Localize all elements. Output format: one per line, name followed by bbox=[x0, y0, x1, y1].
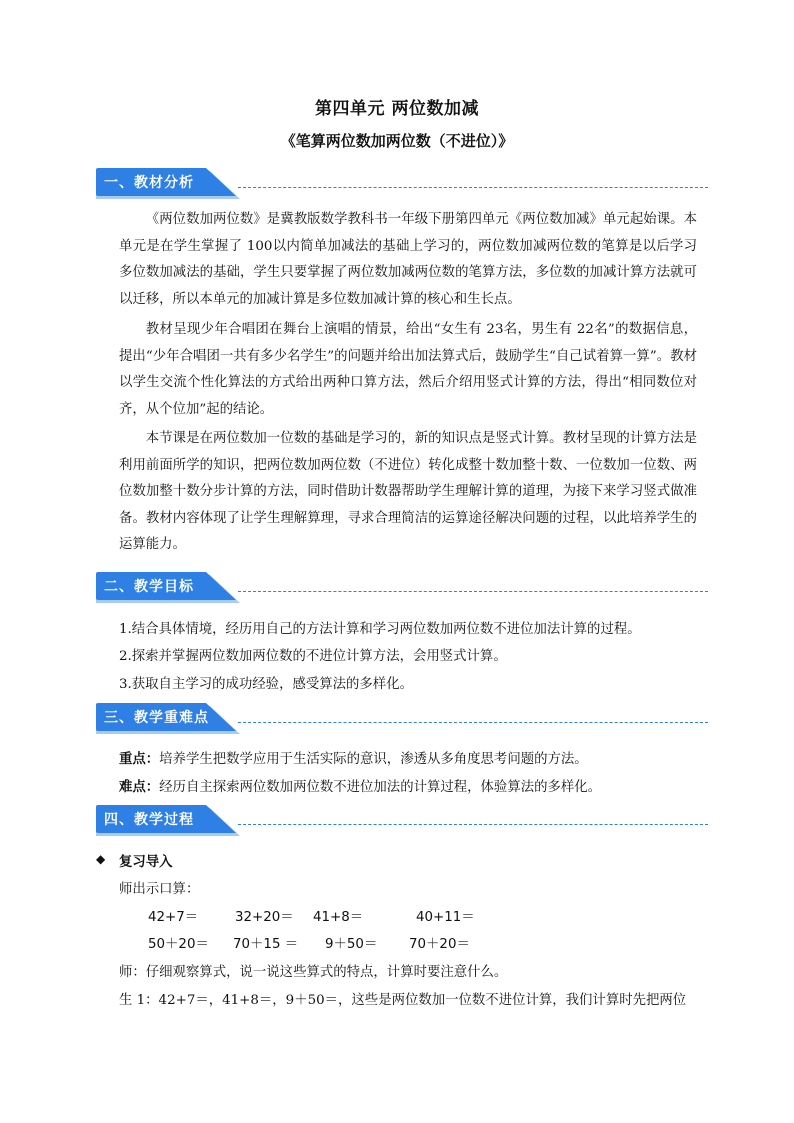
calc-item: 50＋20＝ bbox=[148, 937, 209, 952]
key-point-label: 重点： bbox=[119, 751, 160, 767]
analysis-paragraph-3: 本节课是在两位数加一位数的基础是学习的，新的知识点是竖式计算。教材呈现的计算方法是利用前面所学的知识，把两位数加两位数（不进位）转化成整十数加整十数、一位数加一位数、两位数加整十数分步计算的方法，同时借助计数器帮助学生理解计算的道理，为接下来学习竖式做准备。教材内容体现了让学生理解算理，寻求合理简洁的运算途径解决问题的过程，以此培养学生的运算能力。 bbox=[119, 431, 697, 552]
section-header-process bbox=[96, 805, 708, 835]
section-label: 二、教学目标 bbox=[104, 579, 194, 595]
goal-item-2: 2.探索并掌握两位数加两位数的不进位计算方法，会用竖式计算。 bbox=[119, 649, 507, 664]
student-line: 生 1：42+7＝，41+8＝，9＋50＝，这些是两位数加一位数不进位计算，我们计算时先把两位 bbox=[119, 993, 687, 1008]
key-point-text: 培养学生把数学应用于生活实际的意识，渗透从多角度思考问题的方法。 bbox=[159, 752, 588, 767]
difficulty-text: 经历自主探索两位数加两位数不进位加法的计算过程，体验算法的多样化。 bbox=[159, 780, 602, 795]
calc-item: 32+20＝ bbox=[235, 910, 294, 925]
page-title: 第四单元 两位数加减 bbox=[315, 99, 479, 119]
goal-item-1: 1.结合具体情境，经历用自己的方法计算和学习两位数加两位数不进位加法计算的过程。 bbox=[119, 622, 641, 637]
section-header-goals bbox=[96, 572, 708, 602]
section-divider bbox=[238, 722, 708, 723]
process-intro: 师出示口算： bbox=[119, 882, 200, 897]
section-divider bbox=[238, 187, 708, 188]
section-divider bbox=[238, 591, 708, 592]
analysis-paragraph-2: 教材呈现少年合唱团在舞台上演唱的情景，给出“女生有 23名，男生有 22名”的数据信息，提出“少年合唱团一共有多少名学生”的问题并给出加法算式后，鼓励学生“自己试着算一算”。教材以学生交流个性化算法的方式给出两种口算方法，然后介绍用竖式计算的方法，得出“相同数位对齐，从个位加”起的结论。 bbox=[119, 322, 697, 417]
calc-item: 70＋20＝ bbox=[409, 937, 470, 952]
section-header-keypoints bbox=[96, 703, 708, 733]
lesson-subtitle: 《笔算两位数加两位数（不进位）》 bbox=[280, 132, 514, 150]
diamond-bullet-icon: ◆ bbox=[96, 852, 106, 866]
section-label: 四、教学过程 bbox=[104, 812, 194, 828]
process-heading: 复习导入 bbox=[119, 854, 173, 870]
goal-item-3: 3.获取自主学习的成功经验，感受算法的多样化。 bbox=[119, 677, 413, 692]
calc-item: 40+11＝ bbox=[416, 910, 475, 925]
section-header-analysis bbox=[96, 168, 708, 198]
key-point-line bbox=[119, 748, 588, 767]
calc-item: 9＋50＝ bbox=[325, 937, 378, 952]
calc-item: 41+8＝ bbox=[313, 910, 364, 925]
teacher-line: 师：仔细观察算式，说一说这些算式的特点，计算时要注意什么。 bbox=[119, 965, 508, 980]
analysis-paragraph-1: 《两位数加两位数》是冀教版数学教科书一年级下册第四单元《两位数加减》单元起始课。本单元是在学生掌握了 100以内简单加减法的基础上学习的，两位数加减两位数的笔算是以后学习多位数加减法的基础，学生只要掌握了两位数加减两位数的笔算方法，多位数的加减计算方法就可以迁移，所以本单元的加减计算是多位数加减计算的核心和生长点。 bbox=[119, 212, 697, 307]
section-label: 一、教材分析 bbox=[104, 175, 194, 191]
difficulty-label: 难点： bbox=[119, 779, 160, 795]
section-divider bbox=[238, 824, 708, 825]
section-label: 三、教学重难点 bbox=[104, 710, 209, 726]
calc-item: 70＋15 ＝ bbox=[233, 937, 299, 952]
calc-item: 42+7＝ bbox=[148, 910, 199, 925]
difficulty-line bbox=[119, 776, 601, 795]
